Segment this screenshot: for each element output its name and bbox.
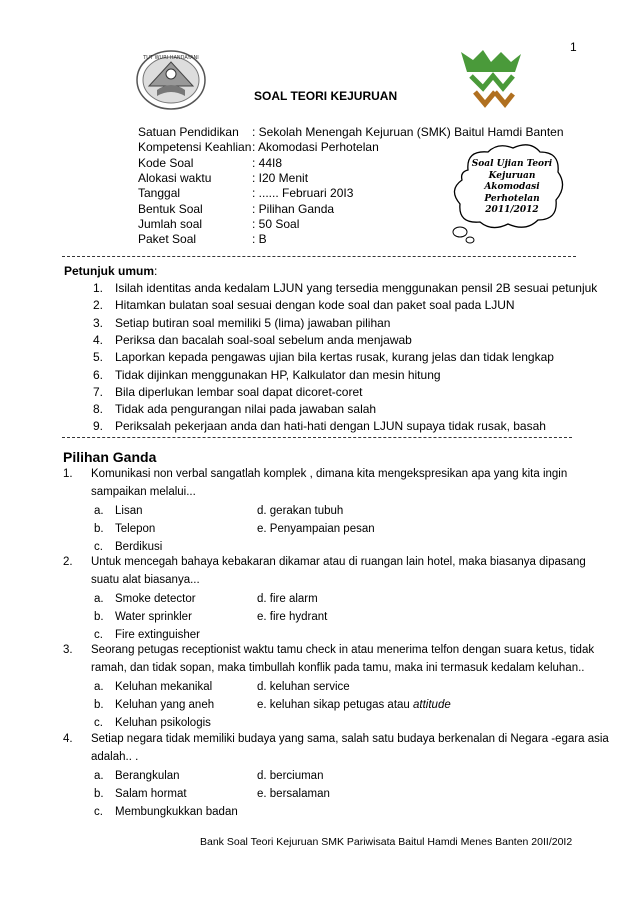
instruction-text: Setiap butiran soal memiliki 5 (lima) jawaban pilihan	[115, 315, 391, 330]
info-label: Kompetensi Keahlian	[138, 140, 252, 155]
question-text: suatu alat biasanya...	[91, 574, 200, 586]
option-text: Membungkukkan badan	[115, 806, 238, 818]
tut-wuri-handayani-logo	[135, 50, 207, 112]
petunjuk-title: Petunjuk umum	[64, 264, 155, 278]
option-text: Berangkulan	[115, 770, 180, 782]
question-text: sampaikan melalui...	[91, 486, 196, 498]
info-value: : 50 Soal	[252, 216, 300, 231]
option-letter: c.	[94, 717, 103, 729]
option-letter: a.	[94, 505, 104, 517]
option-text-right: d. gerakan tubuh	[257, 505, 344, 517]
info-label: Satuan Pendidikan	[138, 125, 239, 139]
question-text: Komunikasi non verbal sangatlah komplek , dimana kita mengekspresikan apa yang kita ingin	[91, 468, 568, 480]
option-letter: b.	[94, 788, 104, 800]
instruction-number: 3.	[93, 315, 104, 330]
instruction-text: Periksa dan bacalah soal-soal sebelum anda menjawab	[115, 332, 412, 347]
instruction-text: Isilah identitas anda kedalam LJUN yang tersedia menggunakan pensil 2B sesuai petunjuk	[115, 281, 598, 295]
divider-line	[62, 437, 572, 438]
instruction-number: 9.	[93, 419, 104, 434]
info-value: : I20 Menit	[252, 170, 309, 185]
instruction-number: 6.	[93, 367, 104, 382]
cloud-line: 2011/2012	[485, 205, 539, 215]
svg-text:TUT WURI HANDAYANI: TUT WURI HANDAYANI	[143, 55, 199, 61]
question-number: 2.	[63, 556, 73, 568]
info-value: : ...... Februari 20I3	[252, 186, 354, 201]
info-label: Jumlah soal	[138, 216, 203, 231]
option-text-right: e. keluhan sikap petugas atau attitude	[257, 699, 451, 711]
option-text: Berdikusi	[115, 541, 163, 553]
option-text-right: d. fire alarm	[257, 593, 318, 605]
instruction-text: Hitamkan bulatan soal sesuai dengan kode soal dan paket soal pada LJUN	[115, 298, 515, 313]
info-value: : Pilihan Ganda	[252, 201, 335, 216]
option-text: Keluhan mekanikal	[115, 681, 213, 693]
question-number: 1.	[63, 468, 73, 480]
info-value: : 44I8	[252, 155, 283, 170]
instruction-number: 5.	[93, 350, 104, 365]
option-text-right: d. berciuman	[257, 770, 324, 782]
question-number: 4.	[63, 733, 73, 745]
option-letter: c.	[94, 806, 103, 818]
option-italic-text: attitude	[413, 699, 451, 711]
info-label: Tanggal	[138, 186, 181, 201]
info-label: Kode Soal	[138, 155, 194, 170]
option-text: Salam hormat	[115, 788, 187, 800]
instruction-text: Tidak ada pengurangan nilai pada jawaban salah	[115, 402, 377, 417]
option-text-right: e. fire hydrant	[257, 611, 328, 623]
option-text: Lisan	[115, 505, 143, 517]
option-letter: a.	[94, 681, 104, 693]
cloud-line: Kejuruan	[488, 170, 536, 181]
section-title: Pilihan Ganda	[63, 449, 157, 465]
petunjuk-colon: :	[154, 264, 158, 278]
option-letter: c.	[94, 541, 103, 553]
instruction-text: Tidak dijinkan menggunakan HP, Kalkulator dan mesin hitung	[115, 367, 441, 382]
option-text: Keluhan yang aneh	[115, 699, 215, 711]
option-letter: b.	[94, 523, 104, 535]
instruction-number: 2.	[93, 298, 104, 313]
option-letter: b.	[94, 611, 104, 623]
option-text: Smoke detector	[115, 593, 196, 605]
option-letter: b.	[94, 699, 104, 711]
option-text: Water sprinkler	[115, 611, 192, 623]
option-text: Fire extinguisher	[115, 629, 201, 641]
instruction-text: Periksalah pekerjaan anda dan hati-hati dengan LJUN supaya tidak rusak, basah	[115, 419, 546, 434]
info-value: : B	[252, 232, 267, 247]
option-text: Telepon	[115, 523, 156, 535]
info-label: Alokasi waktu	[138, 170, 212, 185]
info-label: Paket Soal	[138, 232, 197, 247]
instruction-number: 7.	[93, 384, 104, 399]
option-text: Keluhan psikologis	[115, 717, 211, 729]
option-letter: a.	[94, 770, 104, 782]
instruction-text: Laporkan kepada pengawas ujian bila kertas rusak, kurang jelas dan tidak lengkap	[115, 350, 554, 365]
option-letter: a.	[94, 593, 104, 605]
question-text: ramah, dan tidak sopan, maka timbullah konflik pada tamu, maka ini termasuk kedalam keluhan..	[91, 662, 585, 674]
school-logo	[455, 48, 527, 108]
question-text: adalah.. .	[91, 751, 139, 763]
instruction-number: 8.	[93, 402, 104, 417]
question-text: Untuk mencegah bahaya kebakaran dikamar atau di ruangan lain hotel, maka biasanya dipasang	[91, 556, 586, 568]
question-text: Setiap negara tidak memiliki budaya yang sama, salah satu budaya berkenalan di Negara -egara asia	[91, 733, 609, 745]
instruction-number: 4.	[93, 332, 104, 347]
instruction-number: 1.	[93, 281, 104, 295]
option-text-right: e. Penyampaian pesan	[257, 523, 375, 535]
cloud-line: Perhotelan	[484, 193, 540, 204]
question-number: 3.	[63, 644, 73, 656]
page-number: 1	[570, 40, 577, 54]
info-value: : Akomodasi Perhotelan	[252, 140, 379, 155]
info-value: : Sekolah Menengah Kejuruan (SMK) Baitul Hamdi Banten	[252, 125, 564, 139]
divider-line	[62, 256, 576, 257]
option-letter: c.	[94, 629, 103, 641]
footer-text: Bank Soal Teori Kejuruan SMK Pariwisata Baitul Hamdi Menes Banten 20II/20I2	[200, 836, 573, 848]
petunjuk-heading	[64, 264, 157, 279]
info-label: Bentuk Soal	[138, 201, 203, 216]
instruction-text: Bila diperlukan lembar soal dapat dicoret-coret	[115, 384, 363, 399]
exam-cloud-callout	[448, 140, 568, 252]
document-title: SOAL TEORI KEJURUAN	[254, 89, 398, 103]
question-text: Seorang petugas receptionist waktu tamu check in atau menerima telfon dengan suara ketus, tidak	[91, 644, 595, 656]
option-text-right: d. keluhan service	[257, 681, 350, 693]
cloud-line: Akomodasi	[484, 182, 540, 192]
option-text-right: e. bersalaman	[257, 788, 330, 800]
cloud-line: Soal Ujian Teori	[471, 159, 553, 169]
